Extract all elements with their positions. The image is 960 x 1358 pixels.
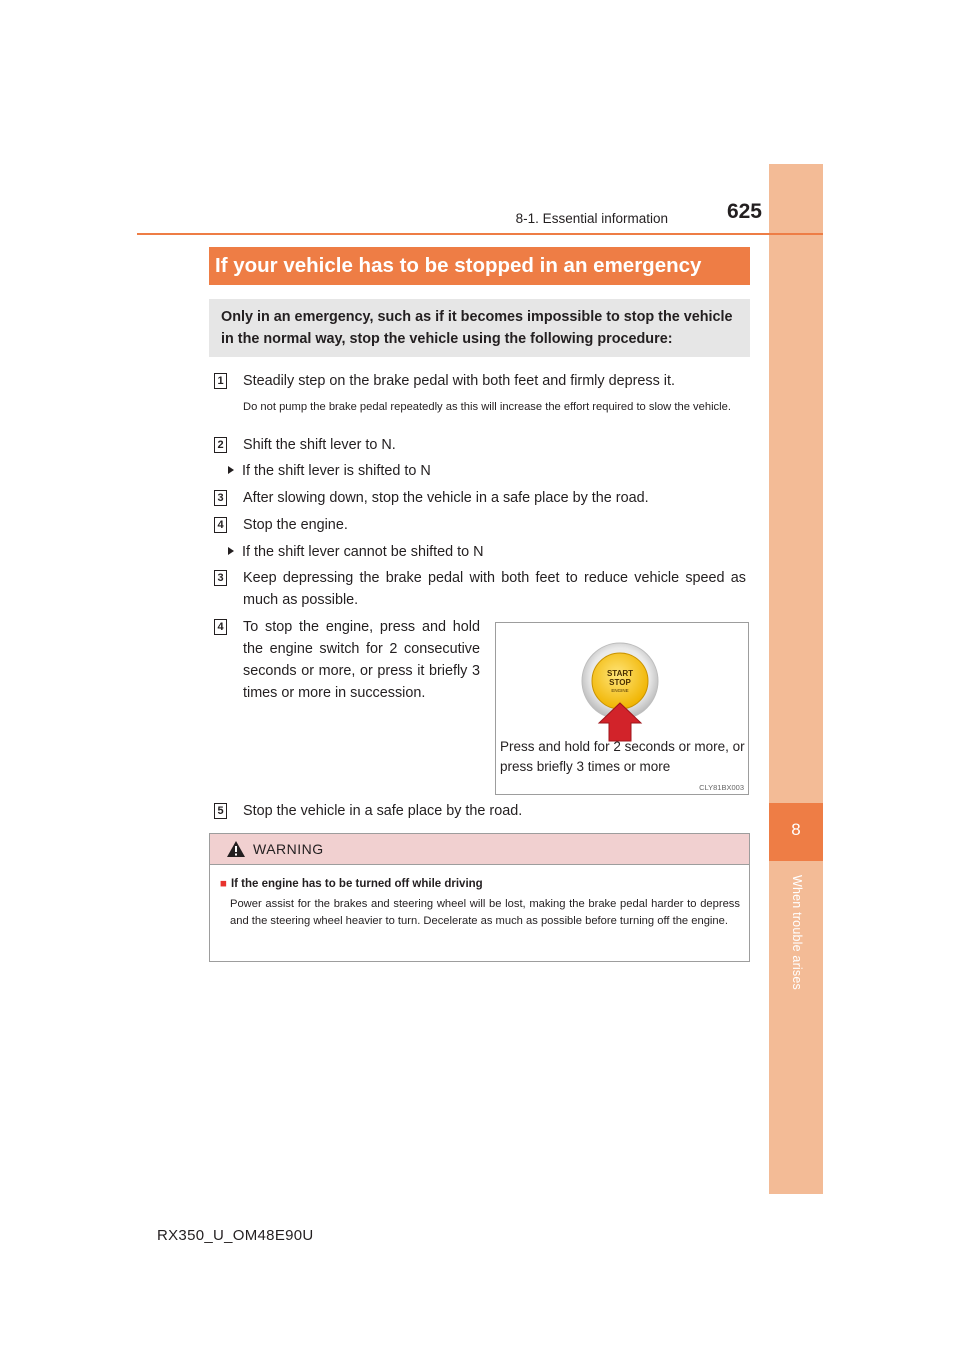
step-2-text: Shift the shift lever to N. [243,437,396,453]
button-label-start: START [606,669,634,678]
warning-body: Power assist for the brakes and steering wheel will be lost, making the brake pedal harder to depress and the steering wheel heavier to turn. Decelerate as much as possible before turning off the engine. [230,898,740,927]
subheading-shifted-to-n: If the shift lever is shifted to N [228,460,431,482]
figure-code: CLY81BX003 [699,783,744,792]
step-number-1: 1 [214,373,227,389]
header-divider [137,233,823,235]
step-number-5: 5 [214,803,227,819]
section-title: 8-1. Essential information [515,211,668,226]
button-label-engine: ENGINE [611,688,629,693]
step-number-2: 2 [214,437,227,453]
chapter-number: 8 [791,820,801,839]
step-number-3: 3 [214,490,227,506]
step-3b-text: Keep depressing the brake pedal with both feet to reduce vehicle speed as much as possible. [243,570,746,608]
step-1-note: Do not pump the brake pedal repeatedly as this will increase the effort required to slow the vehicle. [243,401,731,413]
step-5-text: Stop the vehicle in a safe place by the road. [243,803,523,819]
step-number-3b: 3 [214,570,227,586]
warning-triangle-icon [227,841,245,857]
warning-subtitle: ■ If the engine has to be turned off while driving [220,878,483,890]
step-4b-text: To stop the engine, press and hold the engine switch for 2 consecutive seconds or more, or press it briefly 3 times or more in succession. [243,619,480,701]
red-square-icon: ■ [220,878,227,890]
engine-switch-illustration [496,623,748,743]
chapter-label: When trouble arises [790,875,804,990]
warning-header [210,834,749,865]
step-number-4b: 4 [214,619,227,635]
document-code-footer: RX350_U_OM48E90U [157,1227,314,1244]
subheading-cannot-shift-to-n: If the shift lever cannot be shifted to N [228,541,484,563]
page-title: If your vehicle has to be stopped in an emergency [209,247,750,285]
step-1-text: Steadily step on the brake pedal with both feet and firmly depress it. [243,373,675,389]
step-3-text: After slowing down, stop the vehicle in a safe place by the road. [243,490,649,506]
figure-caption: Press and hold for 2 seconds or more, or press briefly 3 times or more [500,739,745,774]
button-label-stop: STOP [609,678,631,687]
triangle-bullet-icon [228,466,234,474]
intro-box: Only in an emergency, such as if it becomes impossible to stop the vehicle in the normal way, stop the vehicle using the following procedure: [209,299,750,357]
page-number: 625 [726,200,762,223]
step-number-4: 4 [214,517,227,533]
triangle-bullet-icon [228,547,234,555]
chapter-side-tab [769,164,823,1194]
warning-box [209,833,750,962]
step-4-text: Stop the engine. [243,517,348,533]
warning-label: WARNING [253,841,324,857]
engine-switch-figure [495,622,749,795]
